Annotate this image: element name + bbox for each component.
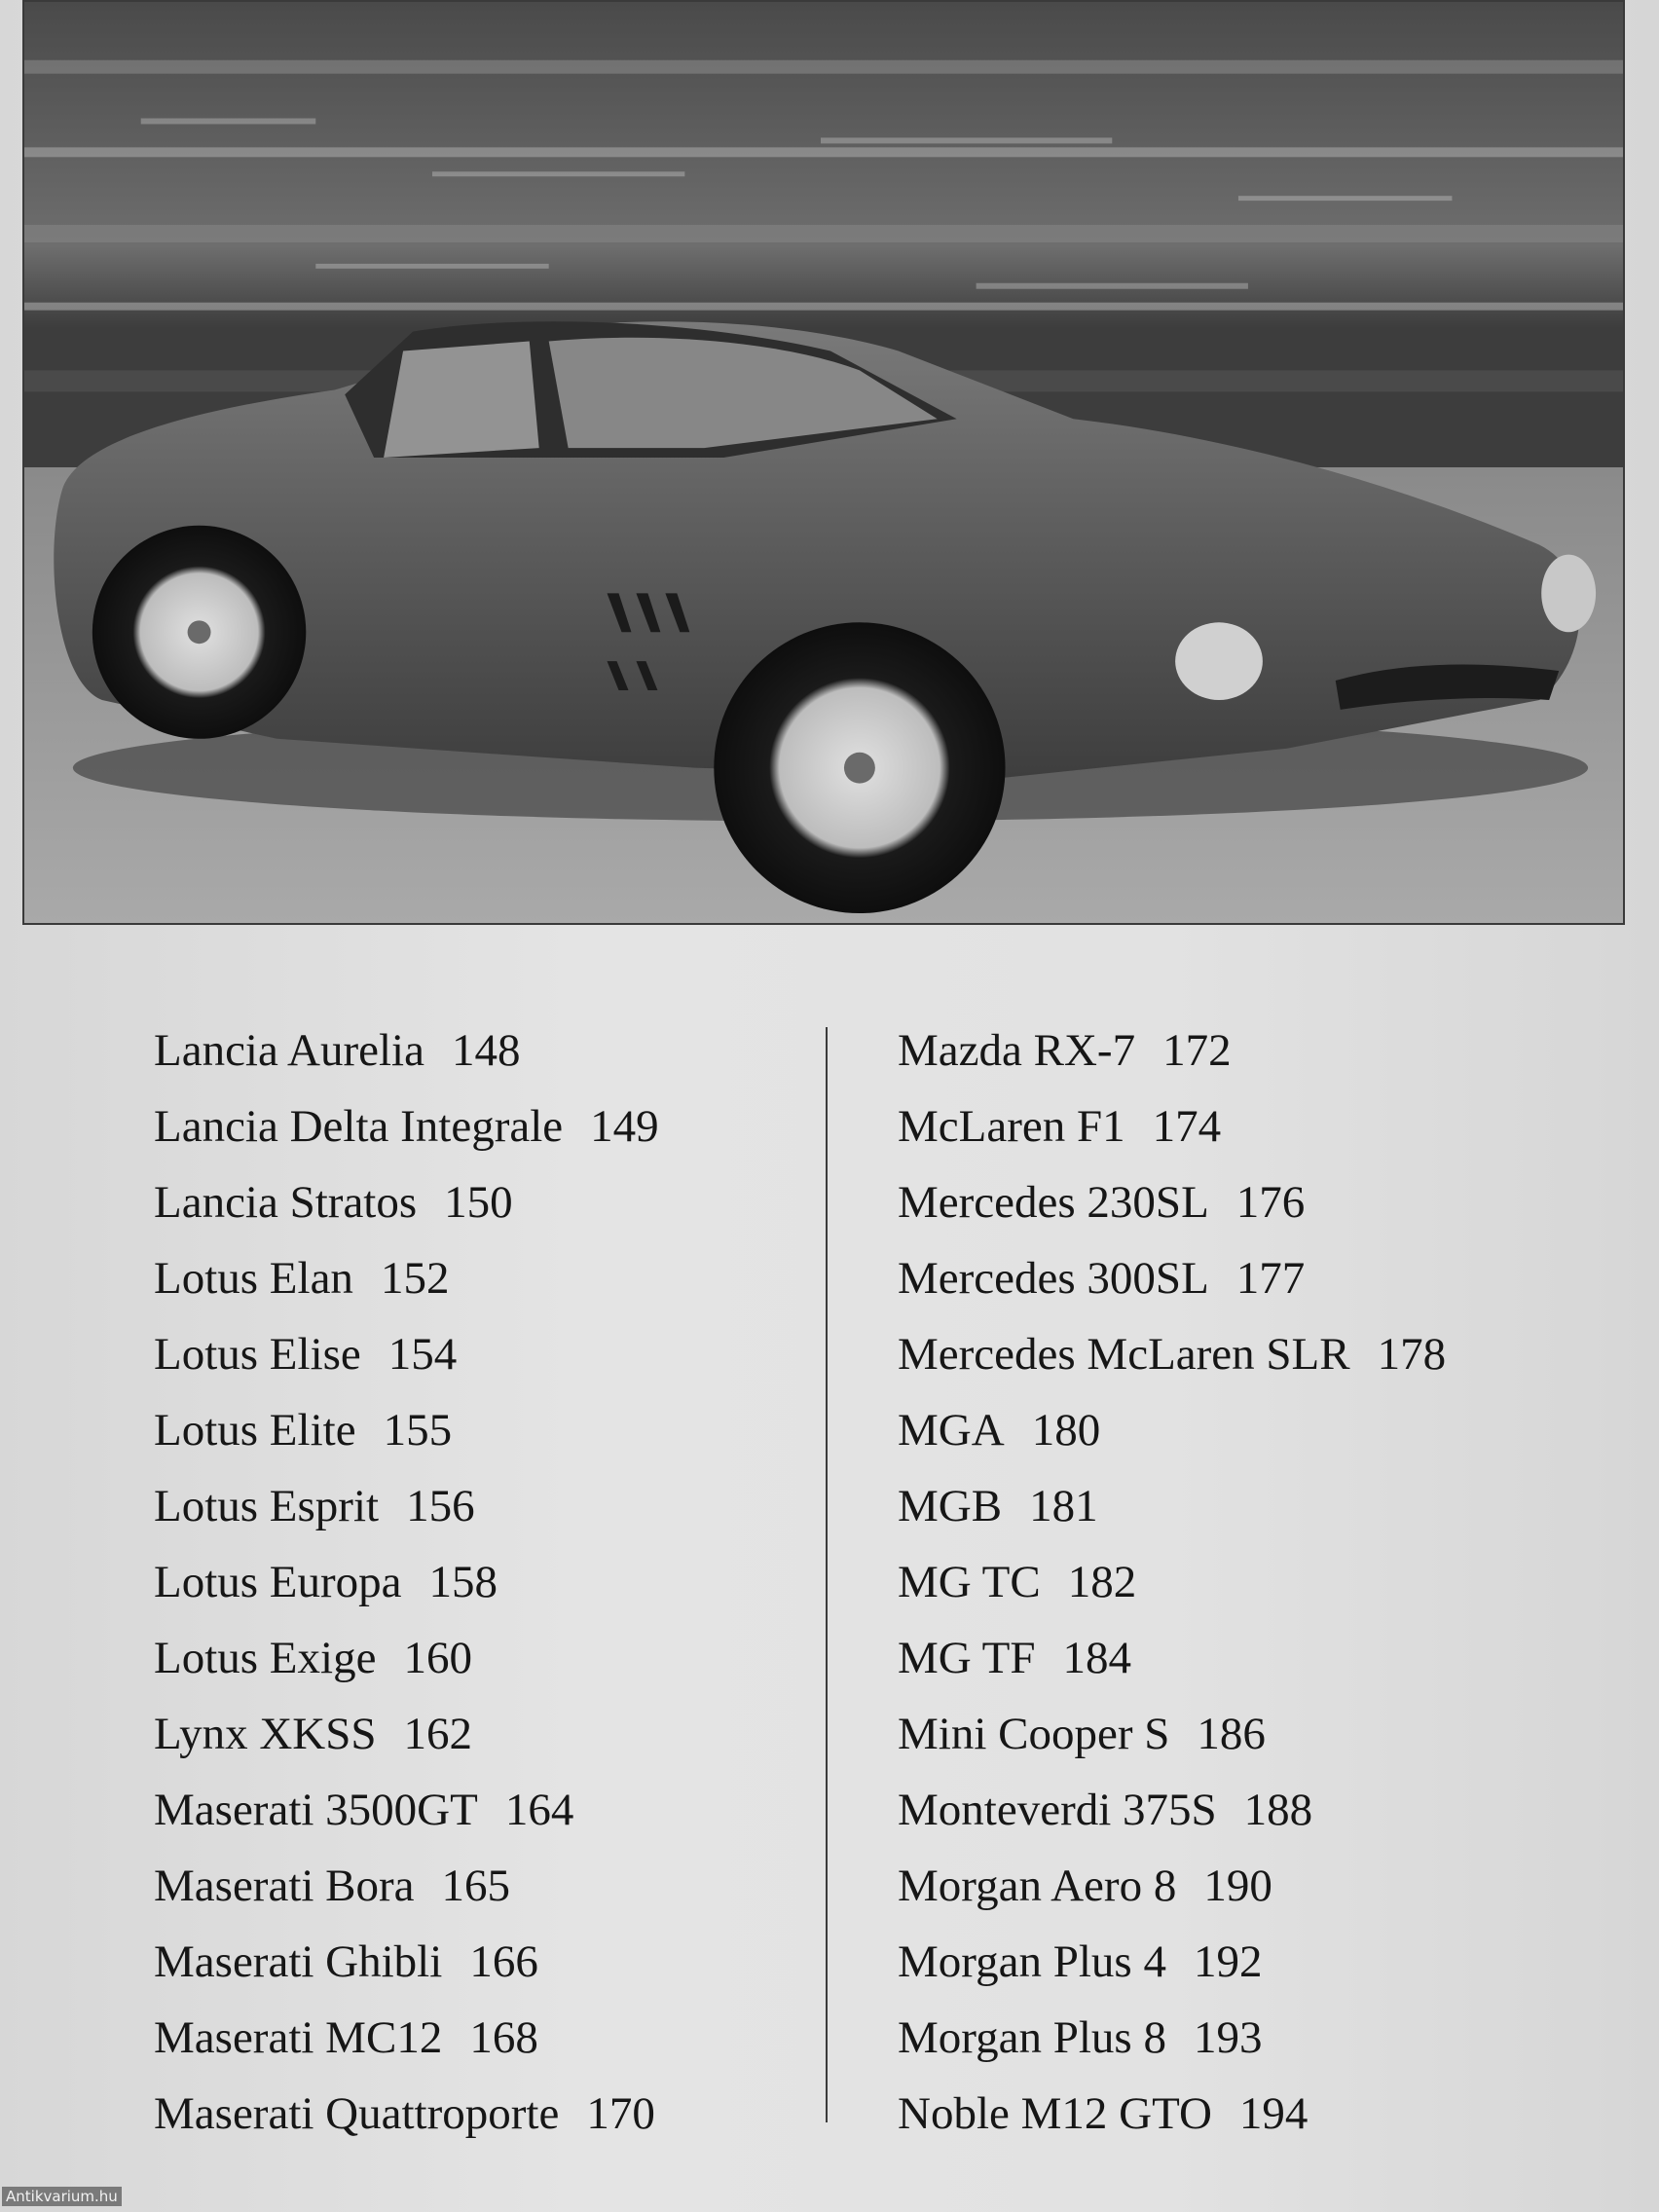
entry-name: Maserati Ghibli (154, 1936, 443, 1987)
entry-name: Lancia Stratos (154, 1177, 418, 1228)
entry-name: Maserati 3500GT (154, 1785, 478, 1835)
entry-name: Lotus Elan (154, 1253, 353, 1304)
entry-name: MG TC (898, 1557, 1041, 1607)
entry-page: 168 (469, 2012, 538, 2063)
car-photo (22, 0, 1625, 925)
index-entry (898, 1696, 1446, 1772)
index-entry (154, 1164, 659, 1240)
index-entry (898, 1924, 1446, 2000)
entry-page: 150 (444, 1177, 513, 1228)
index-entry (154, 2076, 659, 2152)
index-column-left (154, 1013, 659, 2152)
entry-page: 154 (387, 1329, 458, 1380)
entry-name: Morgan Plus 8 (898, 2012, 1166, 2063)
entry-name: Lynx XKSS (154, 1709, 377, 1759)
entry-name: Noble M12 GTO (898, 2088, 1212, 2139)
entry-page: 166 (469, 1936, 538, 1987)
index-entry (898, 1392, 1446, 1468)
entry-page: 165 (441, 1861, 511, 1911)
index-entry (898, 1013, 1446, 1088)
index-entry (154, 1848, 659, 1924)
index-entry (154, 1392, 659, 1468)
entry-name: MG TF (898, 1633, 1036, 1683)
entry-page: 148 (451, 1025, 521, 1076)
index-entry (898, 1772, 1446, 1848)
index-entry (154, 1924, 659, 2000)
entry-name: Lotus Elise (154, 1329, 361, 1380)
index-entry (154, 1240, 659, 1316)
index-entry (898, 2076, 1446, 2152)
entry-name: Mercedes 300SL (898, 1253, 1209, 1304)
entry-name: McLaren F1 (898, 1101, 1125, 1152)
entry-page: 194 (1238, 2088, 1309, 2139)
index-entry (898, 2000, 1446, 2076)
entry-page: 186 (1197, 1709, 1266, 1759)
index-entry (898, 1164, 1446, 1240)
entry-name: Mazda RX-7 (898, 1025, 1136, 1076)
index-entry (154, 1696, 659, 1772)
entry-page: 170 (586, 2088, 655, 2139)
entry-name: Lotus Exige (154, 1633, 377, 1683)
index-entry (154, 1620, 659, 1696)
entry-page: 190 (1203, 1861, 1272, 1911)
entry-name: Lotus Elite (154, 1405, 356, 1456)
entry-page: 174 (1152, 1101, 1222, 1152)
entry-page: 152 (380, 1253, 450, 1304)
entry-page: 176 (1235, 1177, 1306, 1228)
entry-page: 192 (1193, 1936, 1263, 1987)
entry-page: 184 (1062, 1633, 1131, 1683)
entry-page: 160 (403, 1633, 472, 1683)
entry-name: Maserati Bora (154, 1861, 415, 1911)
index-entry (154, 1013, 659, 1088)
entry-name: MGB (898, 1481, 1003, 1531)
entry-page: 158 (428, 1557, 498, 1607)
entry-name: Monteverdi 375S (898, 1785, 1217, 1835)
watermark: Antikvarium.hu (2, 2187, 122, 2206)
entry-name: Mercedes McLaren SLR (898, 1329, 1350, 1380)
entry-name: Lotus Esprit (154, 1481, 380, 1531)
entry-page: 188 (1243, 1785, 1313, 1835)
entry-page: 156 (406, 1481, 475, 1531)
index-entry (154, 1468, 659, 1544)
entry-name: Morgan Aero 8 (898, 1861, 1177, 1911)
index-entry (154, 1544, 659, 1620)
entry-page: 149 (590, 1101, 659, 1152)
entry-page: 155 (383, 1405, 453, 1456)
entry-page: 181 (1029, 1481, 1098, 1531)
entry-name: Morgan Plus 4 (898, 1936, 1166, 1987)
entry-name: Mini Cooper S (898, 1709, 1170, 1759)
entry-page: 177 (1235, 1253, 1306, 1304)
entry-name: Mercedes 230SL (898, 1177, 1209, 1228)
index-entry (154, 2000, 659, 2076)
index-entry (898, 1240, 1446, 1316)
entry-page: 178 (1377, 1329, 1447, 1380)
entry-page: 172 (1162, 1025, 1232, 1076)
index-entry (154, 1772, 659, 1848)
column-divider (826, 1027, 828, 2122)
car-illustration (24, 2, 1623, 923)
index-entry (898, 1848, 1446, 1924)
entry-name: Maserati Quattroporte (154, 2088, 560, 2139)
entry-name: Lancia Delta Integrale (154, 1101, 564, 1152)
entry-page: 193 (1193, 2012, 1263, 2063)
entry-page: 182 (1067, 1557, 1137, 1607)
index-column-right (898, 1013, 1446, 2152)
index-entry (154, 1316, 659, 1392)
entry-page: 162 (403, 1709, 473, 1759)
entry-name: Maserati MC12 (154, 2012, 443, 2063)
entry-page: 164 (504, 1785, 574, 1835)
entry-name: Lancia Aurelia (154, 1025, 424, 1076)
index-entry (898, 1620, 1446, 1696)
entry-name: MGA (898, 1405, 1005, 1456)
index-entry (898, 1316, 1446, 1392)
index-entry (898, 1544, 1446, 1620)
entry-page: 180 (1031, 1405, 1101, 1456)
entry-name: Lotus Europa (154, 1557, 402, 1607)
index-entry (898, 1468, 1446, 1544)
index-entry (154, 1088, 659, 1164)
index-entry (898, 1088, 1446, 1164)
